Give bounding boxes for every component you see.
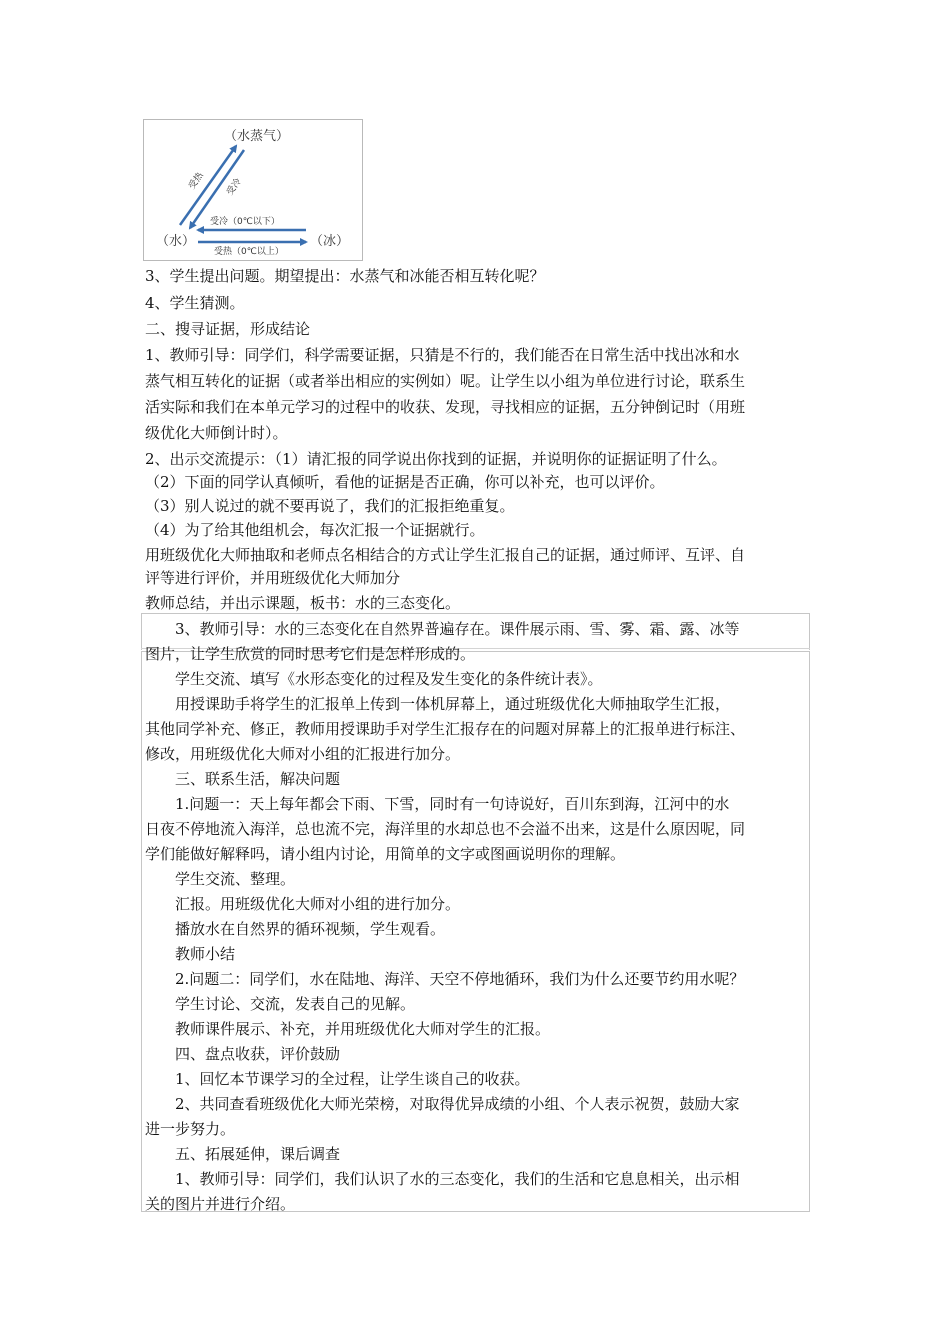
paragraph-line: 1、教师引导：同学们，我们认识了水的三态变化，我们的生活和它息息相关，出示相 xyxy=(145,1170,740,1188)
section-heading: 三、联系生活，解决问题 xyxy=(145,770,341,788)
section-heading: 二、搜寻证据，形成结论 xyxy=(145,320,311,338)
paragraph-line: 播放水在自然界的循环视频，学生观看。 xyxy=(145,920,446,938)
water-label: （水） xyxy=(156,234,196,249)
cool-diag-label: 受冷 xyxy=(225,176,244,198)
paragraph-line: 蒸气相互转化的证据（或者举出相应的实例如）呢。让学生以小组为单位进行讨论，联系生 xyxy=(145,372,746,390)
paragraph-line: 学们能做好解释吗，请小组内讨论，用简单的文字或图画说明你的理解。 xyxy=(145,845,626,863)
paragraph-line: （4）为了给其他组机会，每次汇报一个证据就行。 xyxy=(145,521,485,539)
section-heading: 五、拓展延伸，课后调查 xyxy=(145,1145,341,1163)
ice-label: （冰） xyxy=(310,234,350,249)
paragraph-line: 学生讨论、交流，发表自己的见解。 xyxy=(145,995,416,1013)
paragraph-line: 评等进行评价，并用班级优化大师加分 xyxy=(145,569,401,587)
water-state-cycle-figure xyxy=(144,120,362,260)
paragraph-line: （3）别人说过的就不要再说了，我们的汇报拒绝重复。 xyxy=(145,497,515,515)
paragraph-line: 进一步努力。 xyxy=(145,1120,236,1138)
vapor-label: （水蒸气） xyxy=(224,129,290,144)
paragraph-line: 其他同学补充、修正，教师用授课助手对学生汇报存在的问题对屏幕上的汇报单进行标注、 xyxy=(145,720,746,738)
water-state-diagram xyxy=(143,119,363,261)
paragraph-line: （2）下面的同学认真倾听，看他的证据是否正确，你可以补充，也可以评价。 xyxy=(145,473,665,491)
section-heading: 四、盘点收获，评价鼓励 xyxy=(145,1045,341,1063)
paragraph-line: 3、学生提出问题。期望提出：水蒸气和冰能否相互转化呢？ xyxy=(145,267,545,285)
heat-horizontal-label: 受热（0℃以上） xyxy=(214,247,284,257)
paragraph-line: 1、回忆本节课学习的全过程，让学生谈自己的收获。 xyxy=(145,1070,530,1088)
cool-horizontal-label: 受冷（0℃以下） xyxy=(210,217,280,227)
paragraph-line: 教师课件展示、补充，并用班级优化大师对学生的汇报。 xyxy=(145,1020,551,1038)
paragraph-line: 学生交流、填写《水形态变化的过程及发生变化的条件统计表》。 xyxy=(145,670,603,688)
paragraph-line: 用授课助手将学生的汇报单上传到一体机屏幕上，通过班级优化大师抽取学生汇报， xyxy=(145,695,731,713)
paragraph-line: 日夜不停地流入海洋，总也流不完，海洋里的水却总也不会溢不出来，这是什么原因呢，同 xyxy=(145,820,746,838)
paragraph-line: 2.问题二：同学们，水在陆地、海洋、天空不停地循环，我们为什么还要节约用水呢？ xyxy=(145,970,745,988)
paragraph-line: 1.问题一：天上每年都会下雨、下雪，同时有一句诗说好，百川东到海，江河中的水 xyxy=(145,795,730,813)
paragraph-line: 教师总结，并出示课题，板书：水的三态变化。 xyxy=(145,594,461,612)
paragraph-line: 图片，让学生欣赏的同时思考它们是怎样形成的。 xyxy=(145,645,476,663)
paragraph-line: 学生交流、整理。 xyxy=(145,870,296,888)
paragraph-line: 修改，用班级优化大师对小组的汇报进行加分。 xyxy=(145,745,461,763)
paragraph-line: 关的图片并进行介绍。 xyxy=(145,1195,296,1213)
paragraph-line: 3、教师引导：水的三态变化在自然界普遍存在。课件展示雨、雪、雾、霜、露、冰等 xyxy=(145,620,740,638)
paragraph-line: 教师小结 xyxy=(145,945,236,963)
paragraph-line: 活实际和我们在本单元学习的过程中的收获、发现，寻找相应的证据，五分钟倒记时（用班 xyxy=(145,398,746,416)
paragraph-line: 汇报。用班级优化大师对小组的进行加分。 xyxy=(145,895,461,913)
heat-diag-label: 受热 xyxy=(187,170,206,192)
paragraph-line: 2、出示交流提示：（1）请汇报的同学说出你找到的证据，并说明你的证据证明了什么。 xyxy=(145,450,727,468)
paragraph-line: 1、教师引导：同学们，科学需要证据，只猜是不行的，我们能否在日常生活中找出冰和水 xyxy=(145,346,740,364)
paragraph-line: 4、学生猜测。 xyxy=(145,294,245,312)
paragraph-line: 2、共同查看班级优化大师光荣榜，对取得优异成绩的小组、个人表示祝贺，鼓励大家 xyxy=(145,1095,740,1113)
paragraph-line: 级优化大师倒计时）。 xyxy=(145,424,288,442)
paragraph-line: 用班级优化大师抽取和老师点名相结合的方式让学生汇报自己的证据，通过师评、互评、自 xyxy=(145,546,746,564)
